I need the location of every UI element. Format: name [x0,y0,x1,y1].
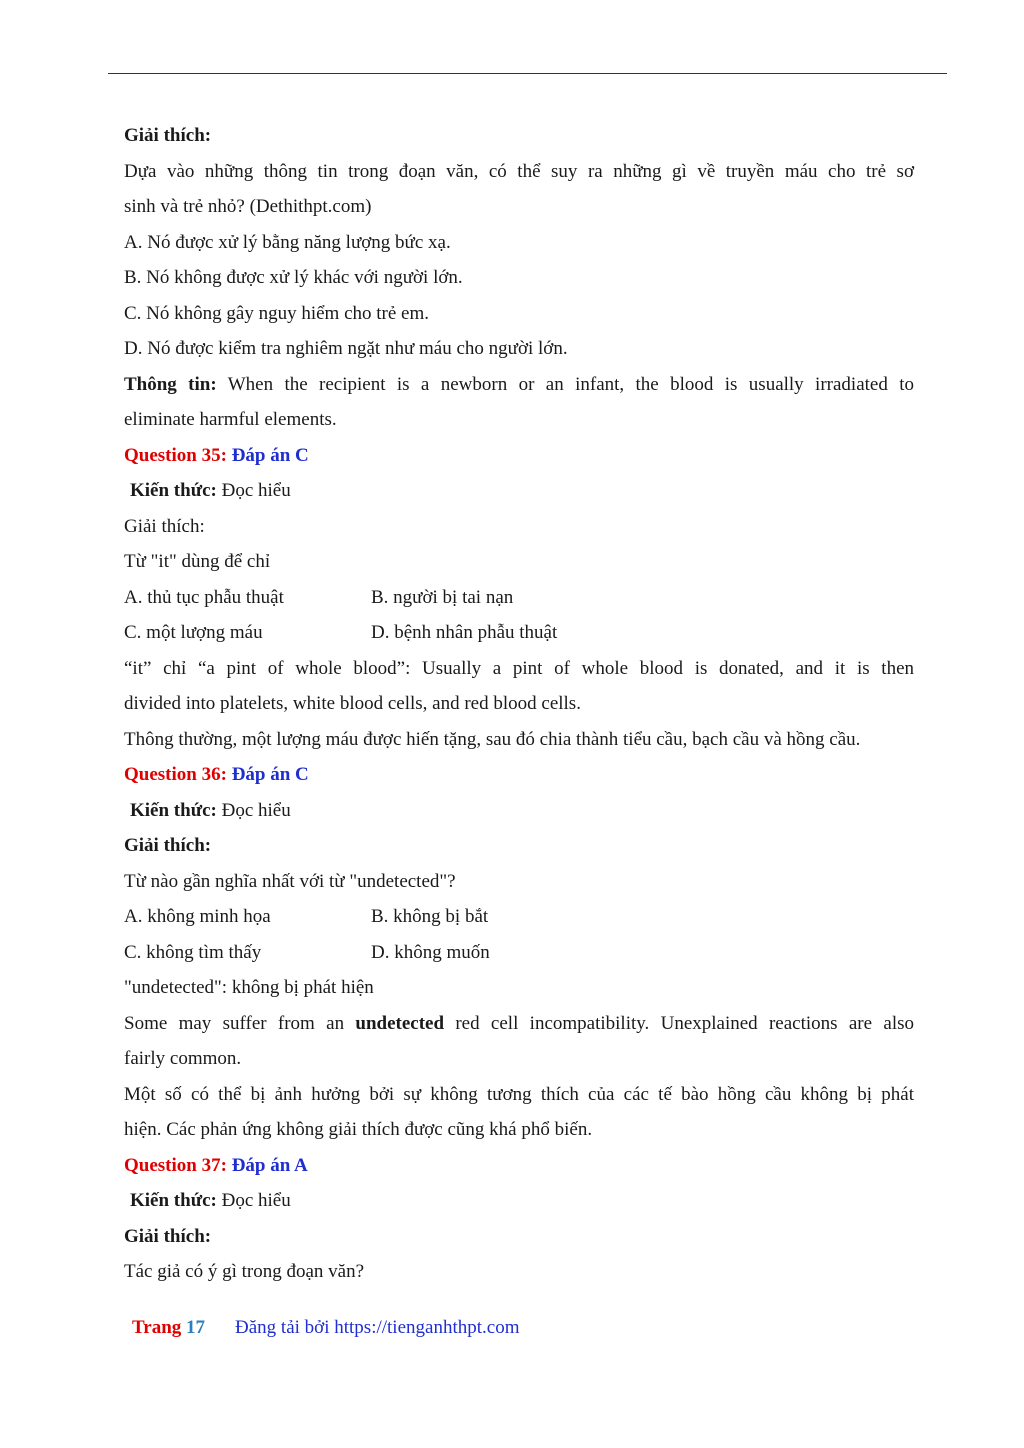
q37-heading [124,1148,914,1184]
q36-option-c: C. không tìm thấy [124,941,262,963]
q35-heading [124,438,914,474]
q36-meaning: "undetected": không bị phát hiện [124,977,374,998]
footer-posted-by: Đăng tải bởi https://tienganhthpt.com [235,1317,520,1338]
q36-heading [124,757,914,793]
q36-prompt: Từ nào gần nghĩa nhất với từ "undetected"? [124,870,456,892]
q35-knowledge-label: Kiến thức: [130,480,217,501]
q35-explanation-line-2: divided into platelets, white blood cells, and red blood cells. [124,693,581,714]
q37-question-label: Question 37: [124,1154,227,1176]
q35-option-d: D. bệnh nhân phẫu thuật [371,622,558,643]
q37-knowledge [124,1183,914,1219]
q36-quote-pre: Some may suffer from an [124,1012,356,1034]
q36-option-b: B. không bị bắt [371,906,489,927]
q36-knowledge-value: Đọc hiểu [216,799,291,821]
q36-knowledge-label: Kiến thức: [130,799,217,821]
q36-option-a: A. không minh họa [124,906,271,927]
q36-quote-post: red cell incompatibility. Unexplained reactions are also [444,1012,914,1034]
header-rule [108,73,947,74]
q34-option-c: C. Nó không gây nguy hiểm cho trẻ em. [124,302,430,324]
q37-knowledge-label: Kiến thức: [130,1190,217,1211]
q36-options-row-1 [124,899,914,935]
q35-knowledge [124,473,914,509]
q36-option-d: D. không muốn [371,941,490,963]
q36-quote-bold: undetected [355,1012,445,1034]
q36-translation-line-2: hiện. Các phản ứng không giải thích được cũng khá phổ biến. [124,1119,593,1140]
q34-question-line-2: sinh và trẻ nhỏ? (Dethithpt.com) [124,196,372,217]
q34-question-line-1: Dựa vào những thông tin trong đoạn văn, có thể suy ra những gì về truyền máu cho trẻ sơ [124,160,914,182]
q35-question-label: Question 35: [124,444,227,466]
footer-trang-label: Trang [132,1317,187,1338]
q34-info-line-2: eliminate harmful elements. [124,409,337,430]
q37-knowledge-value: Đọc hiểu [216,1190,291,1211]
q35-option-c: C. một lượng máu [124,622,263,643]
q35-knowledge-value: Đọc hiểu [216,480,291,501]
q37-giai-thich-label: Giải thích: [124,1225,212,1247]
q35-options-row-1 [124,580,914,616]
q37-prompt: Tác giả có ý gì trong đoạn văn? [124,1261,365,1282]
q34-option-d: D. Nó được kiểm tra nghiêm ngặt như máu cho người lớn. [124,338,568,359]
q35-answer-label: Đáp án C [226,444,309,466]
q34-info-label: Thông tin: [124,373,217,395]
q35-explanation-line-1: “it” chỉ “a pint of whole blood”: Usually a pint of whole blood is donated, and it is then [124,657,914,679]
page-content [124,118,914,1290]
q35-prompt: Từ "it" dùng để chỉ [124,551,271,572]
q36-giai-thich-label: Giải thích: [124,835,212,856]
q36-quote-line-2: fairly common. [124,1048,242,1069]
q34-info-line-1 [124,367,914,403]
q36-quote-line-1 [124,1006,914,1042]
q34-option-a: A. Nó được xử lý bằng năng lượng bức xạ. [124,231,451,253]
q35-option-b: B. người bị tai nạn [371,586,514,608]
footer-page-number: 17 [186,1317,206,1338]
q34-info-text: When the recipient is a newborn or an infant, the blood is usually irradiated to [216,373,914,395]
page-footer [132,1314,519,1342]
q36-knowledge [124,793,914,829]
q35-options-row-2 [124,615,914,651]
q35-giai-thich-label: Giải thích: [124,515,205,537]
q34-option-b: B. Nó không được xử lý khác với người lớn. [124,267,463,288]
q37-answer-label: Đáp án A [226,1154,308,1176]
q35-translation: Thông thường, một lượng máu được hiến tặng, sau đó chia thành tiểu cầu, bạch cầu và hồng cầu. [124,728,861,750]
q36-answer-label: Đáp án C [226,764,309,785]
q36-options-row-2 [124,935,914,971]
q36-translation-line-1: Một số có thể bị ảnh hưởng bởi sự không tương thích của các tế bào hồng cầu không bị phát [124,1083,914,1105]
q36-question-label: Question 36: [124,764,227,785]
q35-option-a: A. thủ tục phẫu thuật [124,586,284,608]
q34-giai-thich-label: Giải thích: [124,125,212,146]
